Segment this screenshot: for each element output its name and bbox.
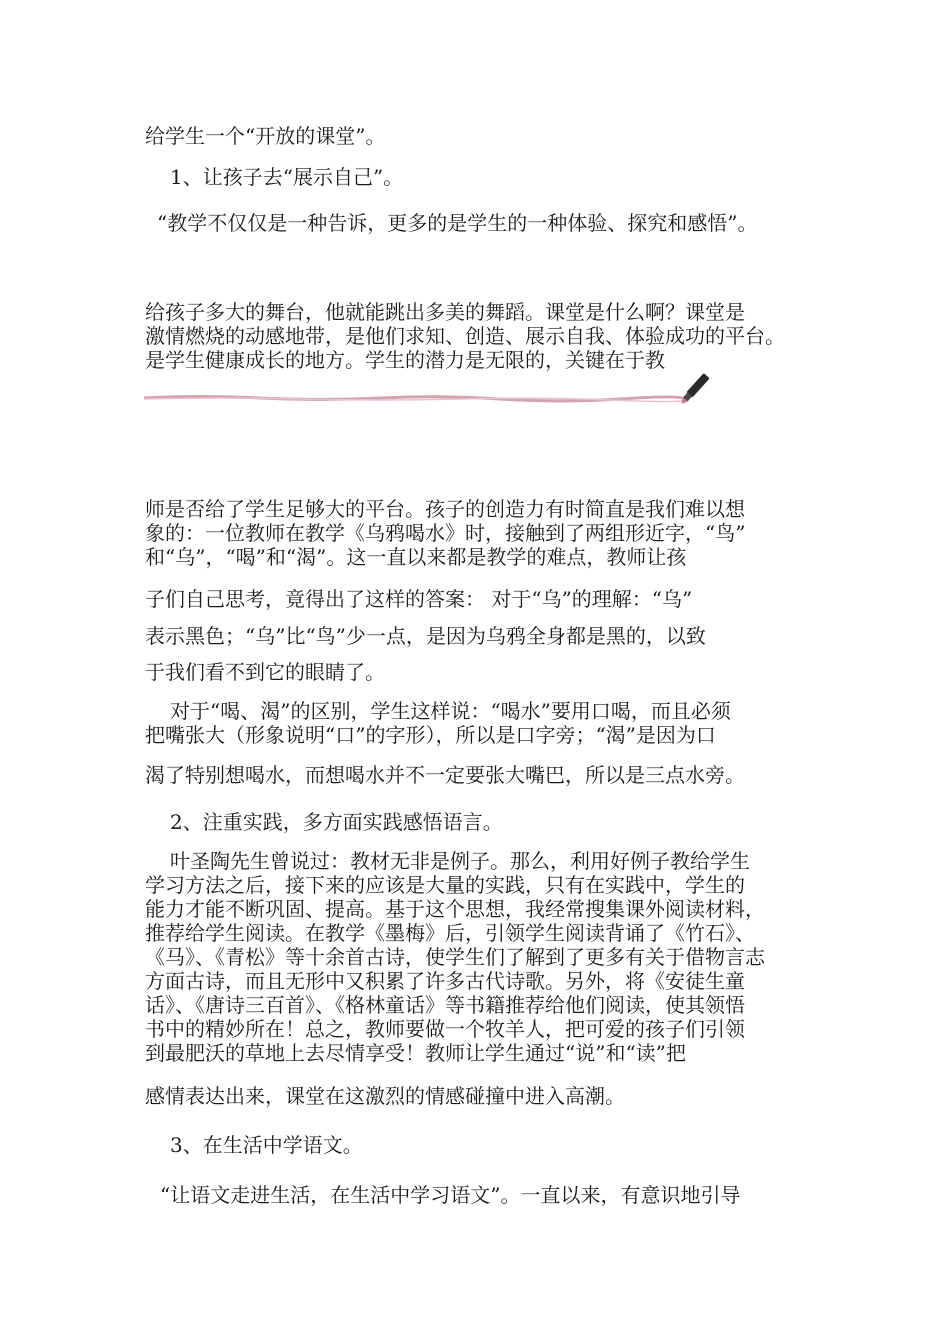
text-line: 学习方法之后，接下来的应该是大量的实践，只有在实践中，学生的	[145, 873, 745, 897]
text-line: 是学生健康成长的地方。学生的潜力是无限的，关键在于教	[145, 348, 665, 372]
text-line: 推荐给学生阅读。在教学《墨梅》后，引领学生阅读背诵了《竹石》、	[145, 921, 755, 945]
section-heading: 2、注重实践，多方面实践感悟语言。	[170, 810, 503, 834]
quote-line: “教学不仅仅是一种告诉，更多的是学生的一种体验、探究和感悟”。	[157, 211, 758, 235]
section-heading: 3、在生活中学语文。	[170, 1133, 363, 1157]
text-line: 激情燃烧的动感地带，是他们求知、创造、展示自我、体验成功的平台。	[145, 324, 785, 348]
text-line: 于我们看不到它的眼睛了。	[145, 660, 385, 684]
text-line: 给学生一个“开放的课堂”。	[145, 124, 386, 148]
text-line: 渴了特别想喝水，而想喝水并不一定要张大嘴巴，所以是三点水旁。	[145, 763, 745, 787]
text-line: 表示黑色；“乌”比“鸟”少一点，是因为乌鸦全身都是黑的，以致	[145, 624, 706, 648]
text-line: 和“乌”，“喝”和“渴”。这一直以来都是教学的难点，教师让孩	[145, 545, 687, 569]
text-line: 话》、《唐诗三百首》、《格林童话》等书籍推荐给他们阅读，使其领悟	[145, 993, 745, 1017]
text-line: 能力才能不断巩固、提高。基于这个思想，我经常搜集课外阅读材料，	[145, 897, 765, 921]
text-line: “让语文走进生活，在生活中学习语文”。一直以来，有意识地引导	[160, 1183, 741, 1207]
text-line: 到最肥沃的草地上去尽情享受！教师让学生通过“说”和“读”把	[145, 1041, 686, 1065]
text-line: 《马》、《青松》等十余首古诗，使学生们了解到了更多有关于借物言志	[145, 945, 765, 969]
text-line: 感情表达出来，课堂在这激烈的情感碰撞中进入高潮。	[145, 1084, 625, 1108]
text-line: 把嘴张大（形象说明“口”的字形），所以是口字旁；“渴”是因为口	[145, 723, 716, 747]
text-line: 方面古诗，而且无形中又积累了许多古代诗歌。另外，将《安徒生童	[145, 969, 745, 993]
text-line: 给孩子多大的舞台，他就能跳出多美的舞蹈。课堂是什么啊？课堂是	[145, 300, 745, 324]
text-line: 象的：一位教师在教学《乌鸦喝水》时，接触到了两组形近字，“鸟”	[145, 521, 746, 545]
text-line: 子们自己思考，竟得出了这样的答案： 对于“乌”的理解：“乌”	[145, 587, 693, 611]
text-line: 师是否给了学生足够大的平台。孩子的创造力有时简直是我们难以想	[145, 497, 745, 521]
text-line: 对于“喝、渴”的区别，学生这样说：“喝水”要用口喝，而且必须	[170, 699, 731, 723]
pen-divider-icon	[140, 372, 720, 412]
text-line: 叶圣陶先生曾说过：教材无非是例子。那么，利用好例子教给学生	[170, 849, 750, 873]
text-line: 书中的精妙所在！总之，教师要做一个牧羊人，把可爱的孩子们引领	[145, 1017, 745, 1041]
section-heading: 1、让孩子去“展示自己”。	[170, 165, 404, 189]
